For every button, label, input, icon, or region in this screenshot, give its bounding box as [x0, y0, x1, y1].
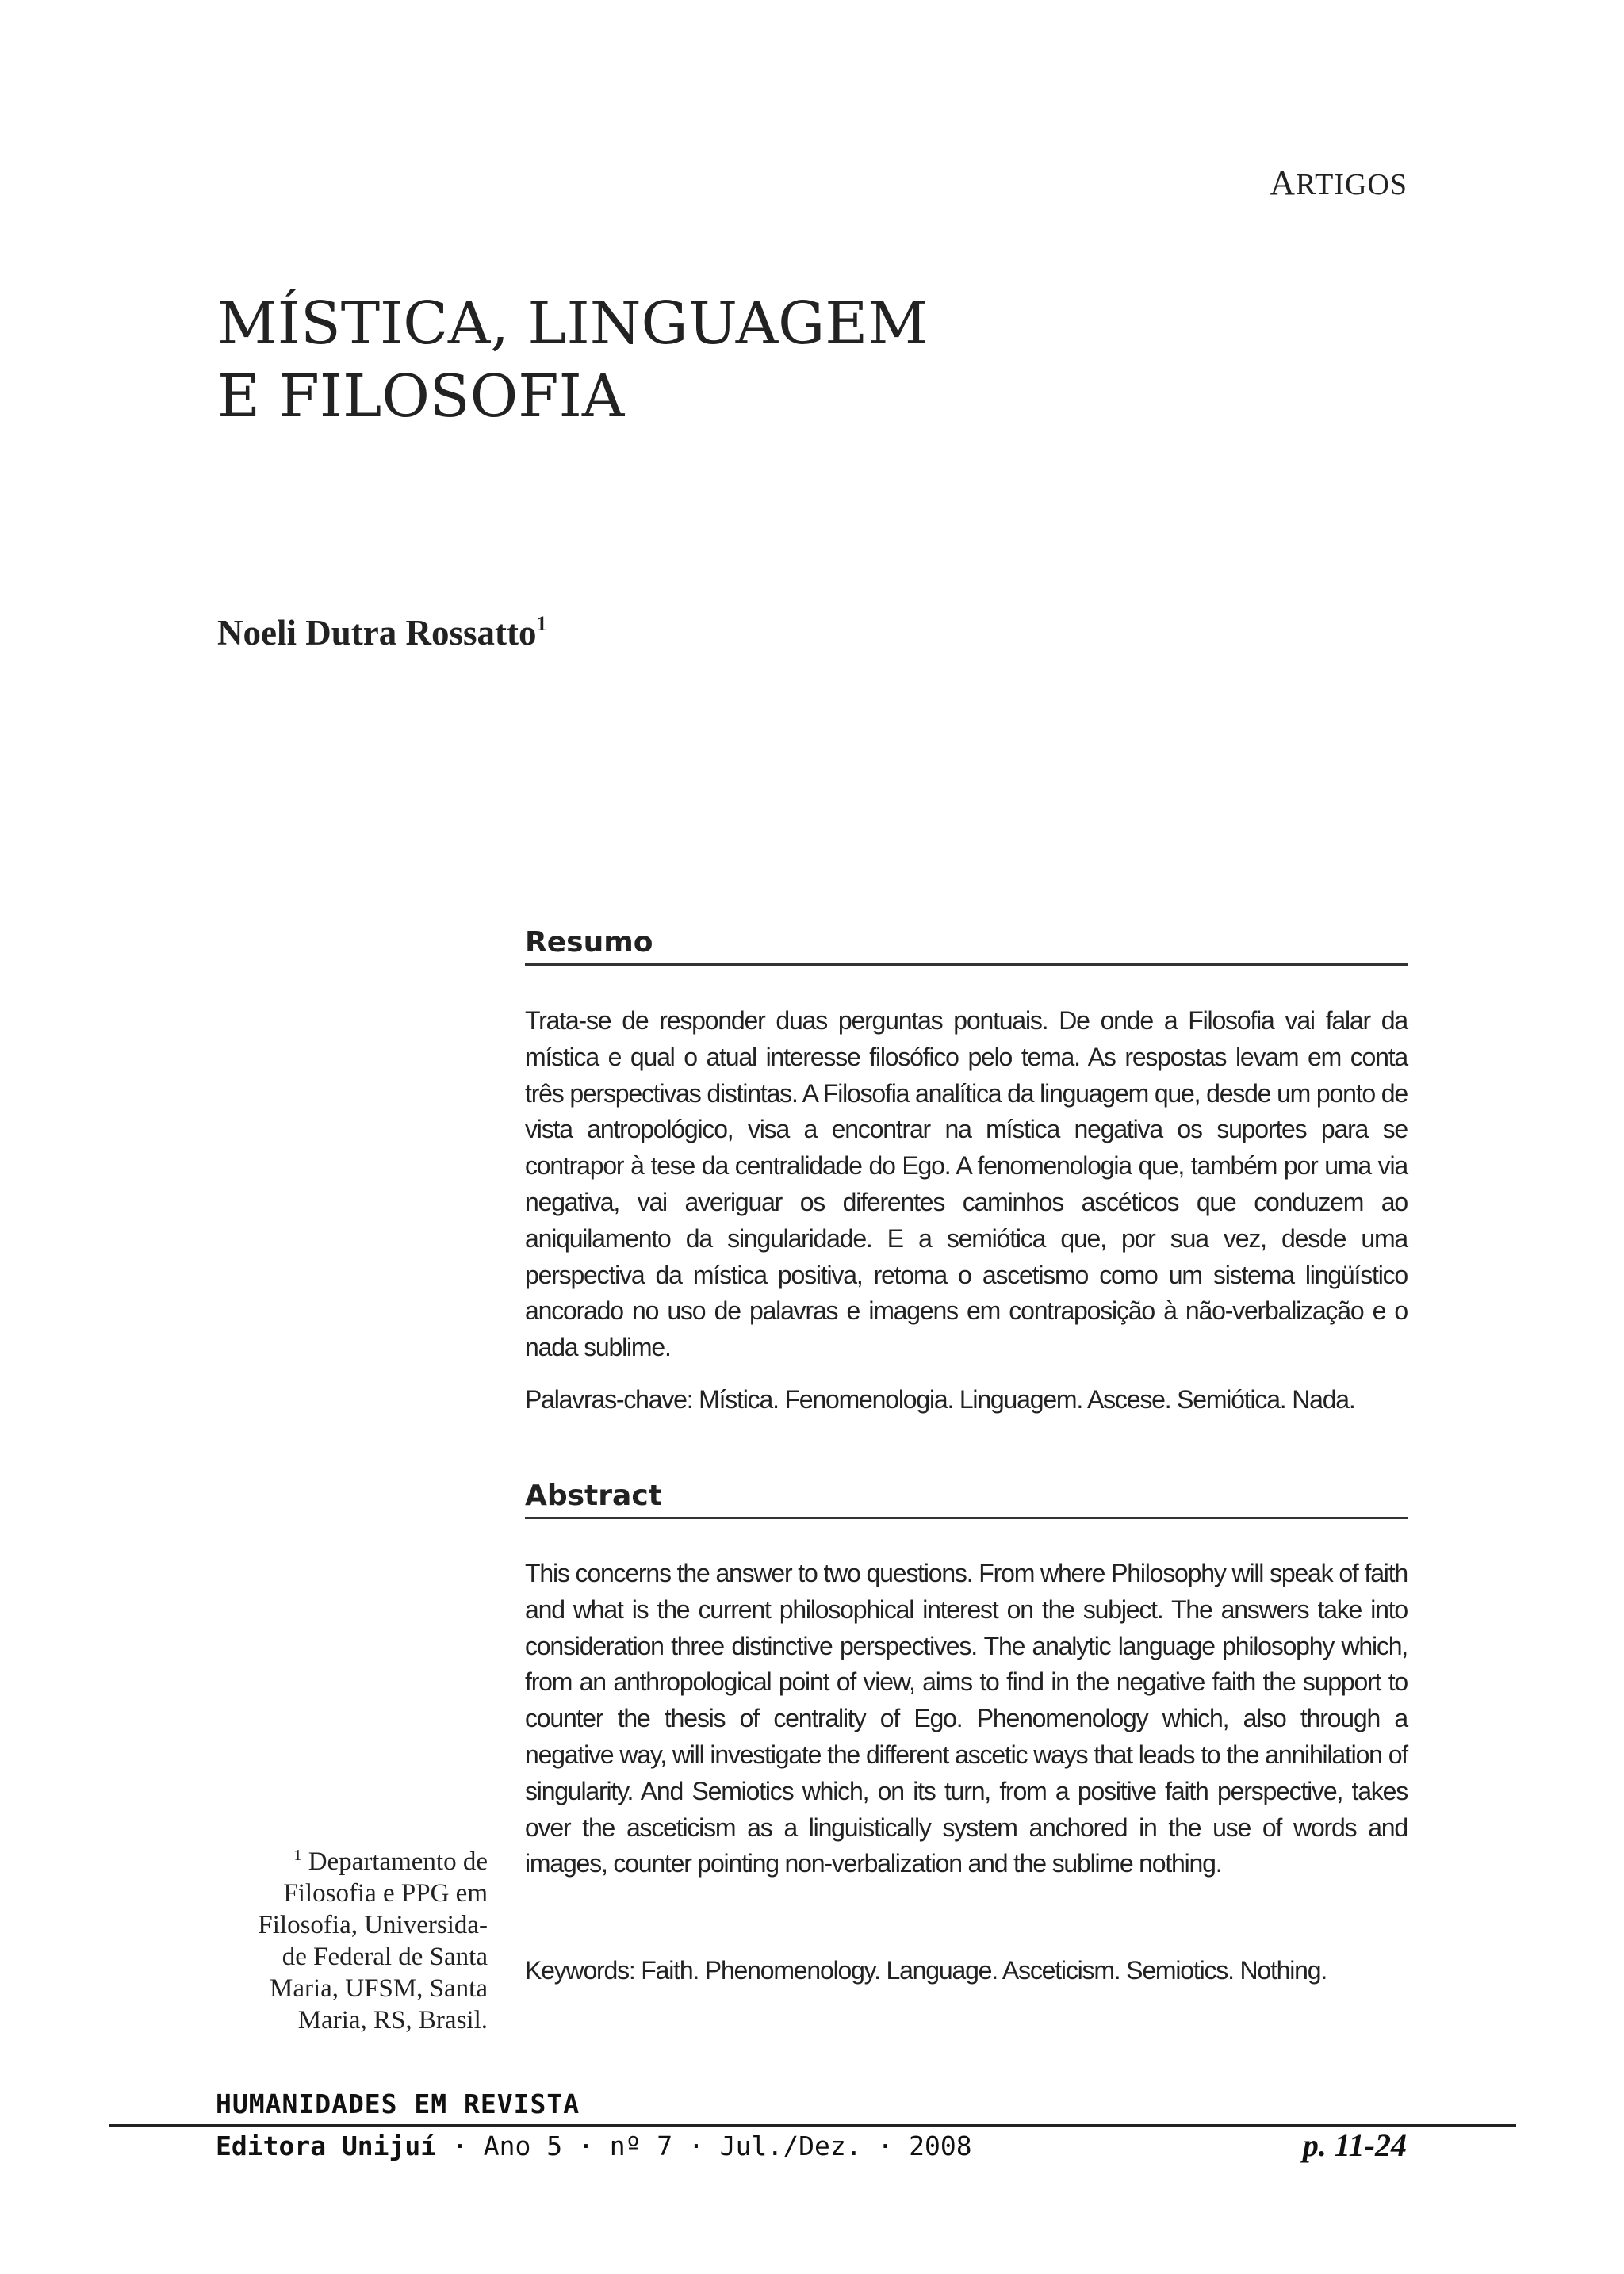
footnote-line: Filosofia e PPG em — [283, 1879, 488, 1908]
footnote-line: de Federal de Santa — [282, 1943, 488, 1971]
section-label — [1270, 163, 1408, 203]
abstract-text: This concerns the answer to two questions. From where Philosophy will speak of faith and what is the current philosophical interest on the subject. The answers take into consideration three distinctive perspectives. The analytic language philosophy which, from an anthropological point of view, aims to find in the negative faith the support to counter the thesis of centrality of Ego. Phenomenology which, also through a negative way, will investigate the different ascetic ways that leads to the annihilation of singularity. And Semiotics which, on its turn, from a positive faith perspective, takes over the asceticism as a linguistically system anchored in the use of words and images, counter pointing non-verbalization and the sublime nothing. — [525, 1559, 1408, 1878]
author-name: Noeli Dutra Rossatto — [217, 613, 537, 653]
page-range: p. 11-24 — [1302, 2127, 1407, 2163]
footnote — [226, 1839, 488, 2036]
title-line: MÍSTICA, LINGUAGEM — [217, 289, 929, 358]
abstract-heading: Abstract — [525, 1480, 1408, 1519]
author-footnote-ref: 1 — [536, 612, 547, 635]
footnote-line: Maria, UFSM, Santa — [270, 1974, 488, 2003]
footnote-line: Departamento de — [308, 1847, 488, 1876]
issue-info: · Ano 5 · nº 7 · Jul./Dez. · 2008 — [436, 2130, 972, 2161]
resumo-text: Trata-se de responder duas perguntas pontuais. De onde a Filosofia vai falar da mística e qual o atual interesse filosófico pelo tema. As respostas levam em conta três perspectivas distintas. A Filosofia analítica da linguagem que, desde um ponto de vista antropológico, visa a encontrar na mística negativa os suportes para se contrapor à tese da centralidade do Ego. A fenomenologia que, também por uma via negativa, vai averiguar os diferentes caminhos ascéticos que conduzem ao aniquilamento da singularidade. E a semiótica que, por sua vez, desde uma perspectiva da mística positiva, retoma o ascetismo como um sistema lingüístico ancorado no uso de palavras e imagens em contraposição à não-verbalização e o nada sublime. — [525, 1006, 1408, 1362]
resumo-keywords: Palavras-chave: Mística. Fenomenologia. Linguagem. Ascese. Semiótica. Nada. — [525, 1385, 1355, 1414]
footer-issue-line — [216, 2130, 972, 2161]
author — [217, 612, 546, 653]
abstract-keywords: Keywords: Faith. Phenomenology. Language. Asceticism. Semiotics. Nothing. — [525, 1956, 1327, 1985]
title-line: E FILOSOFIA — [217, 362, 625, 431]
resumo-heading: Resumo — [525, 926, 1408, 966]
journal-name: HUMANIDADES EM REVISTA — [216, 2088, 580, 2119]
article-title — [217, 287, 1327, 433]
section-label-text: ARTIGOS — [1270, 163, 1408, 202]
publisher: Editora Unijuí — [216, 2130, 437, 2161]
footnote-line: Maria, RS, Brasil. — [297, 2006, 488, 2035]
footnote-number: 1 — [293, 1847, 302, 1864]
footnote-line: Filosofia, Universida- — [258, 1911, 488, 1939]
